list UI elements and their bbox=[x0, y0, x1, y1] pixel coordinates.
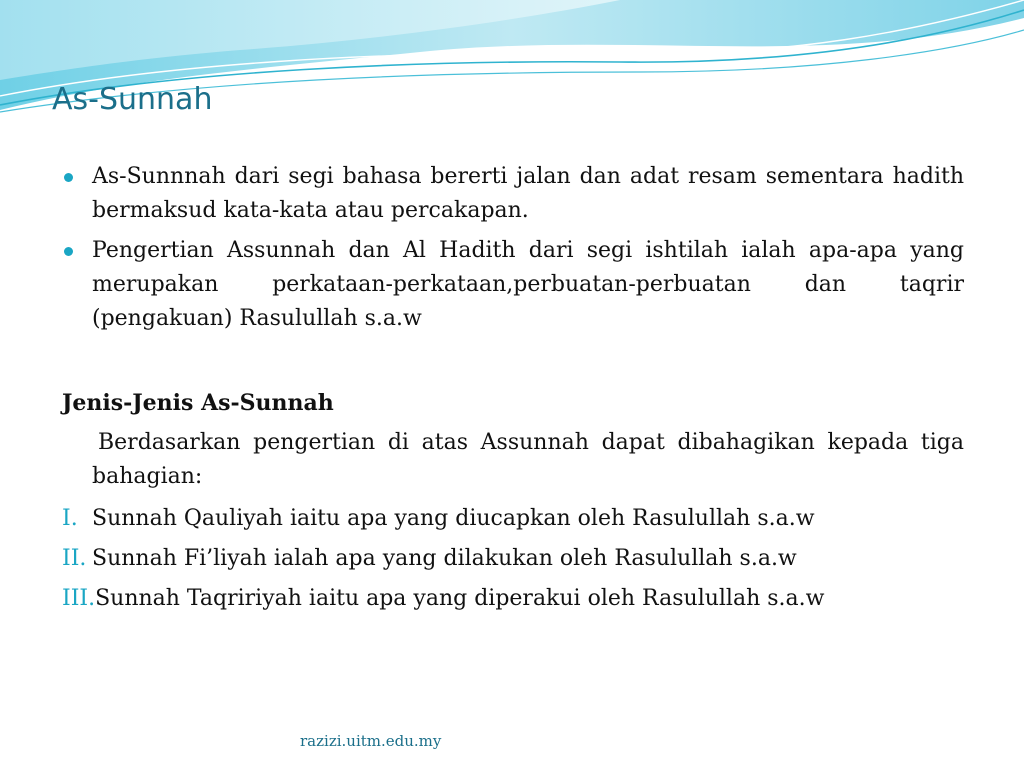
bullet-text: As-Sunnnah dari segi bahasa bererti jalan dan adat resam sementara hadith bermaksud kata-kata atau percakapan. bbox=[92, 164, 964, 223]
list-item bbox=[62, 234, 964, 336]
type-text: Sunnah Taqririyah iaitu apa yang diperakui oleh Rasulullah s.a.w bbox=[95, 586, 825, 611]
list-item bbox=[62, 542, 964, 576]
types-list bbox=[62, 502, 964, 622]
intro-text: Berdasarkan pengertian di atas Assunnah dapat dibahagikan kepada tiga bahagian: bbox=[92, 430, 964, 489]
bullet-dot-icon bbox=[64, 247, 73, 256]
roman-numeral: II. bbox=[62, 546, 87, 571]
roman-numeral: III. bbox=[62, 586, 96, 611]
bullet-dot-icon bbox=[64, 173, 73, 182]
roman-numeral: I. bbox=[62, 506, 78, 531]
list-item bbox=[62, 160, 964, 228]
footer-url: razizi.uitm.edu.my bbox=[300, 732, 442, 750]
list-item bbox=[62, 582, 964, 616]
section-heading: Jenis-Jenis As-Sunnah bbox=[62, 390, 334, 416]
bullet-text: Pengertian Assunnah dan Al Hadith dari segi ishtilah ialah apa-apa yang merupakan perkataan-perkataan,perbuatan-perbuatan dan taqrir (pengakuan) Rasulullah s.a.w bbox=[92, 238, 964, 331]
page-title: As-Sunnah bbox=[52, 82, 213, 117]
bullet-list bbox=[62, 160, 964, 342]
type-text: Sunnah Fi’liyah ialah apa yang dilakukan oleh Rasulullah s.a.w bbox=[92, 546, 797, 571]
list-item bbox=[62, 502, 964, 536]
type-text: Sunnah Qauliyah iaitu apa yang diucapkan oleh Rasulullah s.a.w bbox=[92, 506, 815, 531]
